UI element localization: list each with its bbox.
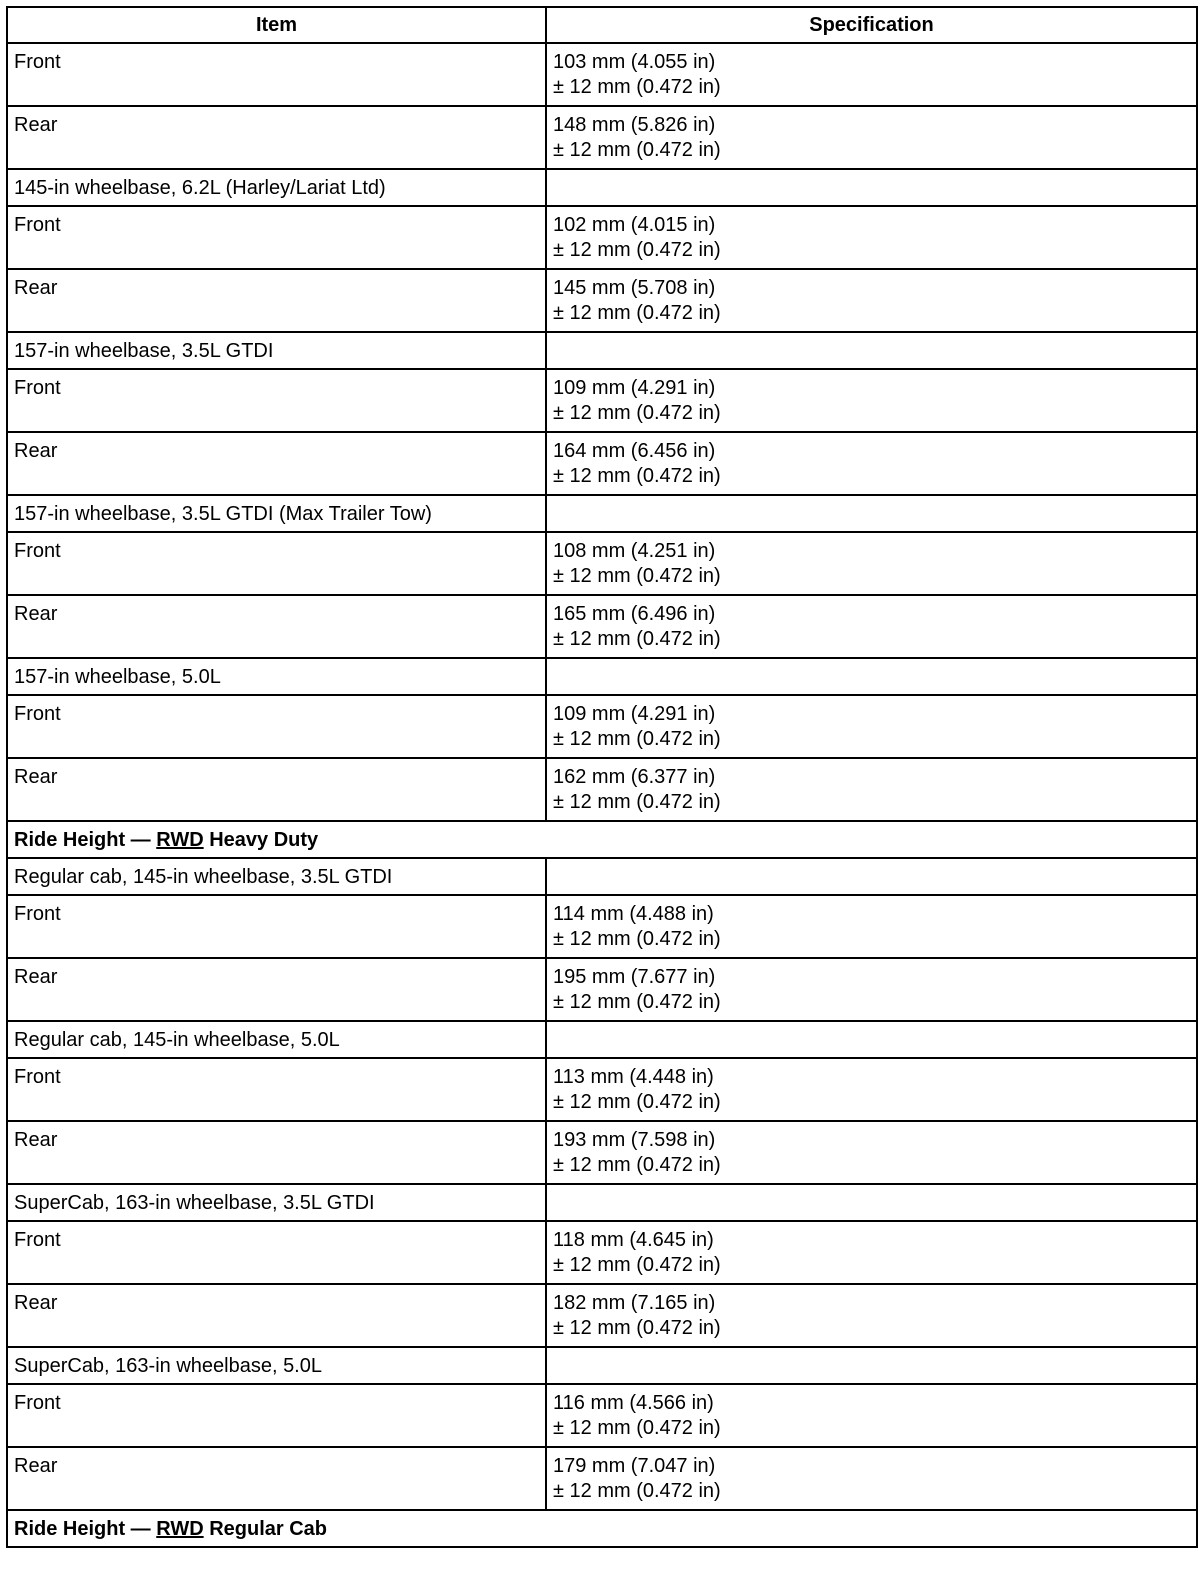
spec-tolerance: ± 12 mm (0.472 in) <box>553 565 721 587</box>
header-specification: Specification <box>546 7 1197 43</box>
specification-cell <box>546 758 1197 821</box>
spec-value: 114 mm (4.488 in) <box>553 903 714 925</box>
spec-tolerance: ± 12 mm (0.472 in) <box>553 928 721 950</box>
group-row <box>7 1021 1197 1058</box>
specification-cell <box>546 332 1197 369</box>
spec-tolerance: ± 12 mm (0.472 in) <box>553 628 721 650</box>
item-cell: Rear <box>7 1284 546 1347</box>
specification-cell <box>546 269 1197 332</box>
spec-tolerance: ± 12 mm (0.472 in) <box>553 1480 721 1502</box>
group-label: 145-in wheelbase, 6.2L (Harley/Lariat Ltd) <box>7 169 546 206</box>
spec-tolerance: ± 12 mm (0.472 in) <box>553 465 721 487</box>
group-label: 157-in wheelbase, 5.0L <box>7 658 546 695</box>
item-cell: Rear <box>7 432 546 495</box>
spec-value: 182 mm (7.165 in) <box>553 1292 716 1314</box>
specification-cell <box>546 532 1197 595</box>
group-row <box>7 658 1197 695</box>
spec-value: 109 mm (4.291 in) <box>553 703 716 725</box>
specification-cell <box>546 1447 1197 1510</box>
spec-value: 108 mm (4.251 in) <box>553 540 716 562</box>
group-label: 157-in wheelbase, 3.5L GTDI <box>7 332 546 369</box>
specification-cell <box>546 169 1197 206</box>
spec-value: 113 mm (4.448 in) <box>553 1066 714 1088</box>
table-row <box>7 1121 1197 1184</box>
spec-value: 164 mm (6.456 in) <box>553 440 716 462</box>
section-heading <box>7 821 1197 858</box>
specification-cell <box>546 1058 1197 1121</box>
spec-tolerance: ± 12 mm (0.472 in) <box>553 1317 721 1339</box>
specification-cell <box>546 895 1197 958</box>
spec-value: 162 mm (6.377 in) <box>553 766 716 788</box>
specification-cell <box>546 495 1197 532</box>
item-cell: Front <box>7 1221 546 1284</box>
item-cell: Rear <box>7 106 546 169</box>
item-cell: Front <box>7 206 546 269</box>
spec-value: 109 mm (4.291 in) <box>553 377 716 399</box>
item-cell: Rear <box>7 1121 546 1184</box>
table-row <box>7 206 1197 269</box>
specification-cell <box>546 206 1197 269</box>
spec-value: 102 mm (4.015 in) <box>553 214 716 236</box>
section-heading <box>7 1510 1197 1547</box>
specification-cell <box>546 1121 1197 1184</box>
spec-value: 118 mm (4.645 in) <box>553 1229 714 1251</box>
section-heading-row <box>7 821 1197 858</box>
spec-tolerance: ± 12 mm (0.472 in) <box>553 1417 721 1439</box>
group-row <box>7 332 1197 369</box>
group-row <box>7 495 1197 532</box>
item-cell: Front <box>7 1058 546 1121</box>
spec-tolerance: ± 12 mm (0.472 in) <box>553 302 721 324</box>
specification-cell <box>546 1221 1197 1284</box>
spec-tolerance: ± 12 mm (0.472 in) <box>553 1154 721 1176</box>
specification-cell <box>546 1384 1197 1447</box>
table-row <box>7 1058 1197 1121</box>
group-row <box>7 858 1197 895</box>
header-item: Item <box>7 7 546 43</box>
specification-cell <box>546 1347 1197 1384</box>
spec-tolerance: ± 12 mm (0.472 in) <box>553 76 721 98</box>
item-cell: Rear <box>7 1447 546 1510</box>
spec-tolerance: ± 12 mm (0.472 in) <box>553 402 721 424</box>
table-row <box>7 106 1197 169</box>
specification-cell <box>546 658 1197 695</box>
item-cell: Front <box>7 532 546 595</box>
specification-cell <box>546 1284 1197 1347</box>
specification-cell <box>546 1184 1197 1221</box>
specification-cell <box>546 595 1197 658</box>
group-label: Regular cab, 145-in wheelbase, 5.0L <box>7 1021 546 1058</box>
table-row <box>7 1221 1197 1284</box>
table-row <box>7 432 1197 495</box>
spec-tolerance: ± 12 mm (0.472 in) <box>553 791 721 813</box>
spec-value: 116 mm (4.566 in) <box>553 1392 714 1414</box>
spec-tolerance: ± 12 mm (0.472 in) <box>553 728 721 750</box>
table-body <box>7 43 1197 1547</box>
spec-value: 179 mm (7.047 in) <box>553 1455 716 1477</box>
section-heading-prefix: Ride Height — <box>14 1518 157 1540</box>
specification-table <box>6 6 1198 1548</box>
table-row <box>7 758 1197 821</box>
table-row <box>7 43 1197 106</box>
spec-tolerance: ± 12 mm (0.472 in) <box>553 1254 721 1276</box>
table-row <box>7 695 1197 758</box>
item-cell: Front <box>7 895 546 958</box>
table-row <box>7 532 1197 595</box>
section-heading-prefix: Ride Height — <box>14 829 157 851</box>
table-row <box>7 958 1197 1021</box>
section-heading-suffix: Heavy Duty <box>203 829 319 851</box>
table-row <box>7 1384 1197 1447</box>
section-heading-suffix: Regular Cab <box>203 1518 327 1540</box>
table-row <box>7 595 1197 658</box>
section-heading-abbreviation: RWD <box>156 829 204 851</box>
section-heading-row <box>7 1510 1197 1547</box>
spec-value: 193 mm (7.598 in) <box>553 1129 716 1151</box>
spec-value: 145 mm (5.708 in) <box>553 277 716 299</box>
item-cell: Rear <box>7 595 546 658</box>
spec-value: 148 mm (5.826 in) <box>553 114 716 136</box>
table-row <box>7 895 1197 958</box>
specification-cell <box>546 106 1197 169</box>
group-row <box>7 169 1197 206</box>
item-cell: Rear <box>7 958 546 1021</box>
group-label: SuperCab, 163-in wheelbase, 5.0L <box>7 1347 546 1384</box>
table-row <box>7 269 1197 332</box>
spec-value: 195 mm (7.677 in) <box>553 966 716 988</box>
item-cell: Rear <box>7 758 546 821</box>
specification-cell <box>546 43 1197 106</box>
spec-tolerance: ± 12 mm (0.472 in) <box>553 139 721 161</box>
specification-cell <box>546 858 1197 895</box>
spec-tolerance: ± 12 mm (0.472 in) <box>553 991 721 1013</box>
spec-tolerance: ± 12 mm (0.472 in) <box>553 1091 721 1113</box>
specification-cell <box>546 958 1197 1021</box>
spec-value: 165 mm (6.496 in) <box>553 603 716 625</box>
specification-cell <box>546 695 1197 758</box>
item-cell: Front <box>7 43 546 106</box>
header-row <box>7 7 1197 43</box>
specification-cell <box>546 369 1197 432</box>
group-label: SuperCab, 163-in wheelbase, 3.5L GTDI <box>7 1184 546 1221</box>
item-cell: Rear <box>7 269 546 332</box>
group-label: Regular cab, 145-in wheelbase, 3.5L GTDI <box>7 858 546 895</box>
item-cell: Front <box>7 1384 546 1447</box>
spec-value: 103 mm (4.055 in) <box>553 51 716 73</box>
specification-cell <box>546 1021 1197 1058</box>
group-row <box>7 1347 1197 1384</box>
item-cell: Front <box>7 695 546 758</box>
item-cell: Front <box>7 369 546 432</box>
table-row <box>7 1284 1197 1347</box>
group-row <box>7 1184 1197 1221</box>
group-label: 157-in wheelbase, 3.5L GTDI (Max Trailer Tow) <box>7 495 546 532</box>
section-heading-abbreviation: RWD <box>156 1518 204 1540</box>
specification-cell <box>546 432 1197 495</box>
spec-tolerance: ± 12 mm (0.472 in) <box>553 239 721 261</box>
table-row <box>7 369 1197 432</box>
table-row <box>7 1447 1197 1510</box>
